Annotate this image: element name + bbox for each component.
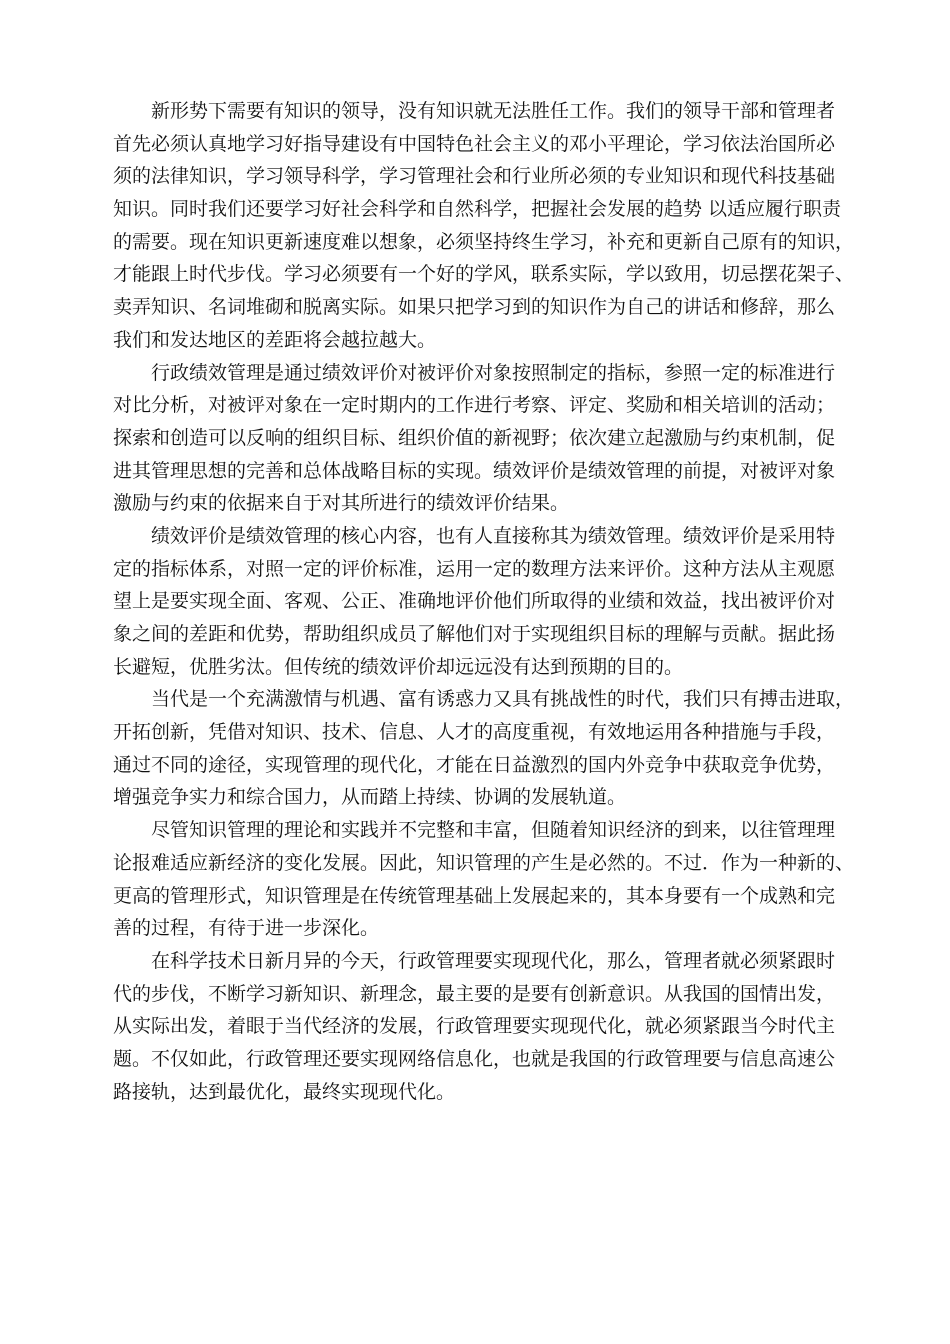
text-line: 路接轨，达到最优化，最终实现现代化。 — [113, 1080, 456, 1103]
paragraph-6 — [113, 945, 865, 1108]
document-body — [113, 95, 865, 1108]
text-line: 通过不同的途径，实现管理的现代化，才能在日益激烈的国内外竞争中获取竞争优势， — [113, 753, 836, 776]
text-line: 题。不仅如此，行政管理还要实现网络信息化，也就是我国的行政管理要与信息高速公 — [113, 1047, 836, 1070]
text-line: 善的过程，有待于进一步深化。 — [113, 917, 380, 940]
text-line: 尽管知识管理的理论和实践并不完整和丰富，但随着知识经济的到来，以往管理理 — [151, 819, 836, 842]
text-line: 激励与约束的依据来自于对其所进行的绩效评价结果。 — [113, 492, 570, 515]
text-line: 长避短，优胜劣汰。但传统的绩效评价却远远没有达到预期的目的。 — [113, 655, 684, 678]
paragraph-4 — [113, 683, 865, 814]
text-line: 卖弄知识、名词堆砌和脱离实际。如果只把学习到的知识作为自己的讲话和修辞，那么 — [113, 296, 836, 319]
text-line: 从实际出发，着眼于当代经济的发展，行政管理要实现现代化，就必须紧跟当今时代主 — [113, 1015, 836, 1038]
text-line: 象之间的差距和优势，帮助组织成员了解他们对于实现组织目标的理解与贡献。据此扬 — [113, 623, 836, 645]
text-line: 更高的管理形式，知识管理是在传统管理基础上发展起来的，其本身要有一个成熟和完 — [113, 884, 836, 907]
text-line: 望上是要实现全面、客观、公正、准确地评价他们所取得的业绩和效益，找出被评价对 — [113, 590, 836, 613]
paragraph-5 — [113, 814, 865, 945]
text-line: 对比分析，对被评对象在一定时期内的工作进行考察、评定、奖励和相关培训的活动； — [113, 394, 836, 417]
text-line: 行政绩效管理是通过绩效评价对被评价对象按照制定的指标，参照一定的标准进行 — [151, 361, 836, 384]
paragraph-2 — [113, 357, 865, 520]
paragraph-1 — [113, 95, 865, 357]
text-line: 绩效评价是绩效管理的核心内容，也有人直接称其为绩效管理。绩效评价是采用特 — [151, 524, 836, 547]
text-line: 在科学技术日新月异的今天，行政管理要实现现代化，那么，管理者就必须紧跟时 — [151, 949, 836, 972]
text-line: 定的指标体系，对照一定的评价标准，运用一定的数理方法来评价。这种方法从主观愿 — [113, 557, 836, 580]
text-line: 增强竞争实力和综合国力，从而踏上持续、协调的发展轨道。 — [113, 786, 627, 809]
text-line: 论报难适应新经济的变化发展。因此，知识管理的产生是必然的。不过．作为一种新的、 — [113, 851, 855, 874]
text-line: 当代是一个充满激情与机遇、富有诱惑力又具有挑战性的时代，我们只有搏击进取， — [151, 688, 855, 711]
text-line: 须的法律知识，学习领导科学，学习管理社会和行业所必须的专业知识和现代科技基础 — [113, 165, 836, 188]
text-line: 进其管理思想的完善和总体战略目标的实现。绩效评价是绩效管理的前提，对被评对象 — [113, 459, 836, 482]
paragraph-3 — [113, 520, 865, 683]
text-line: 首先必须认真地学习好指导建设有中国特色社会主义的邓小平理论，学习依法治国所必 — [113, 132, 836, 155]
text-line: 我们和发达地区的差距将会越拉越大。 — [113, 328, 437, 351]
text-line: 代的步伐，不断学习新知识、新理念，最主要的是要有创新意识。从我国的国情出发， — [113, 982, 836, 1005]
text-line: 的需要。现在知识更新速度难以想象，必须坚持终生学习，补充和更新自己原有的知识， — [113, 230, 855, 253]
text-line: 知识。同时我们还要学习好社会科学和自然科学，把握社会发展的趋势 以适应履行职责 — [113, 198, 842, 221]
text-line: 才能跟上时代步伐。学习必须要有一个好的学风，联系实际，学以致用，切忌摆花架子、 — [113, 263, 855, 286]
text-line: 新形势下需要有知识的领导，没有知识就无法胜任工作。我们的领导干部和管理者 — [151, 100, 836, 122]
text-line: 开拓创新，凭借对知识、技术、信息、人才的高度重视，有效地运用各种措施与手段， — [113, 721, 836, 744]
text-line: 探索和创造可以反响的组织目标、组织价值的新视野；依次建立起激励与约束机制，促 — [113, 426, 836, 449]
